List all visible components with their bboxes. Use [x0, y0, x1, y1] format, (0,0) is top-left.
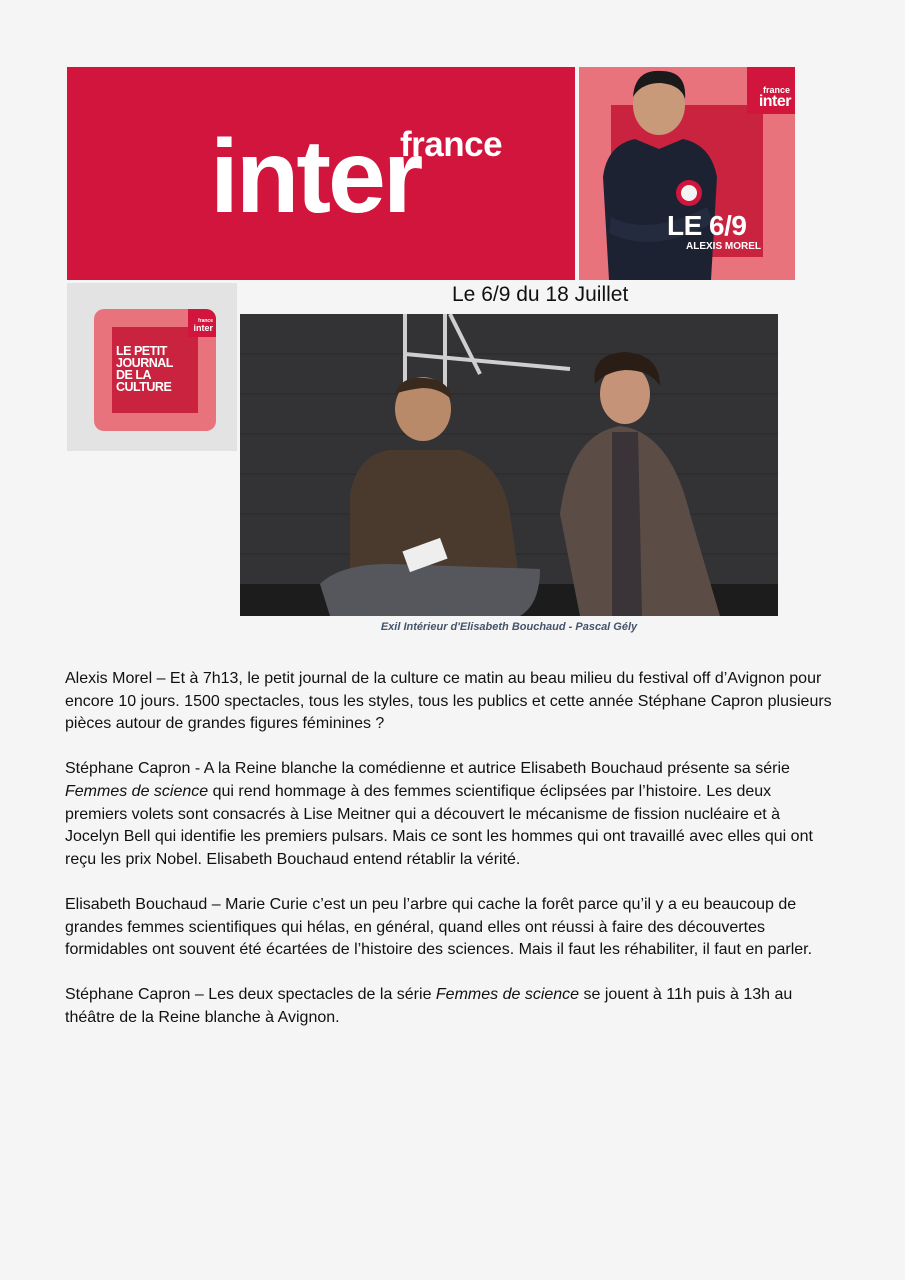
promo-logo-big: inter [758, 93, 791, 110]
p2-series-title: Femmes de science [65, 782, 209, 800]
p2-text-end: qui rend hommage à des femmes scientifique éclipsées par l’histoire. Les deux premiers volets sont consacrés à Lise Meitner qui a découvert le mécanisme de fission nucléaire et à Jocelyn Bell qui identifie les premiers pulsars. Mais ce sont les hommes qui ont travaillé avec elles qui ont reçu les prix Nobel. Elisabeth Bouchaud entend rétablir la vérité. [65, 782, 813, 868]
paragraph-4 [65, 984, 835, 1029]
pj-line: JOURNAL [116, 356, 173, 370]
p4-series-title: Femmes de science [435, 986, 580, 1004]
promo-logo-small: france [762, 85, 790, 95]
photo-caption: Exil Intérieur d'Elisabeth Bouchaud - Pascal Gély [380, 621, 638, 633]
petit-journal-inter-logo [188, 309, 216, 337]
promo-title: LE 6/9 [667, 210, 747, 241]
le-6-9-promo-image [579, 67, 795, 280]
brand-inter-text: inter [210, 119, 421, 235]
theatre-photo [240, 314, 778, 616]
pj-logo-big: inter [193, 323, 213, 333]
brand-france-text: france [400, 125, 503, 164]
pj-logo-small: france [197, 318, 213, 324]
petit-journal-logo [94, 309, 216, 431]
paragraph-3: Elisabeth Bouchaud – Marie Curie c’est un peu l’arbre qui cache la forêt parce qu’il y a eu beaucoup de grandes femmes scientifiques qui hélas, en général, quand elles ont réussi à faire des découvertes formidables ont souvent été écartées de l’histoire des sciences. Mais il faut les réhabiliter, il faut en parler. [65, 895, 813, 959]
paragraph-1: Alexis Morel – Et à 7h13, le petit journal de la culture ce matin au beau milieu du festival off d’Avignon pour encore 10 jours. 1500 spectacles, tous les styles, tous les publics et cette année Stéphane Capron plusieurs pièces autour de grandes figures féminines ? [65, 670, 832, 733]
p2-text-start: Stéphane Capron - A la Reine blanche la comédienne et autrice Elisabeth Bouchaud présente sa série [65, 760, 790, 778]
pj-line: LE PETIT [116, 344, 167, 358]
petit-journal-title [116, 345, 173, 393]
p4-text-end: se jouent à 11h puis à 13h au théâtre de la Reine blanche à Avignon. [65, 986, 793, 1026]
france-inter-banner [67, 67, 575, 280]
paragraph-2 [65, 758, 835, 871]
page-title: Le 6/9 du 18 Juillet [452, 283, 629, 306]
pj-line: CULTURE [116, 380, 172, 394]
pj-line: DE LA [116, 368, 151, 382]
promo-inter-logo [747, 67, 795, 114]
p4-text-start: Stéphane Capron – Les deux spectacles de la série [65, 986, 436, 1004]
promo-host-name: ALEXIS MOREL [686, 241, 762, 252]
article-body [65, 668, 835, 1052]
